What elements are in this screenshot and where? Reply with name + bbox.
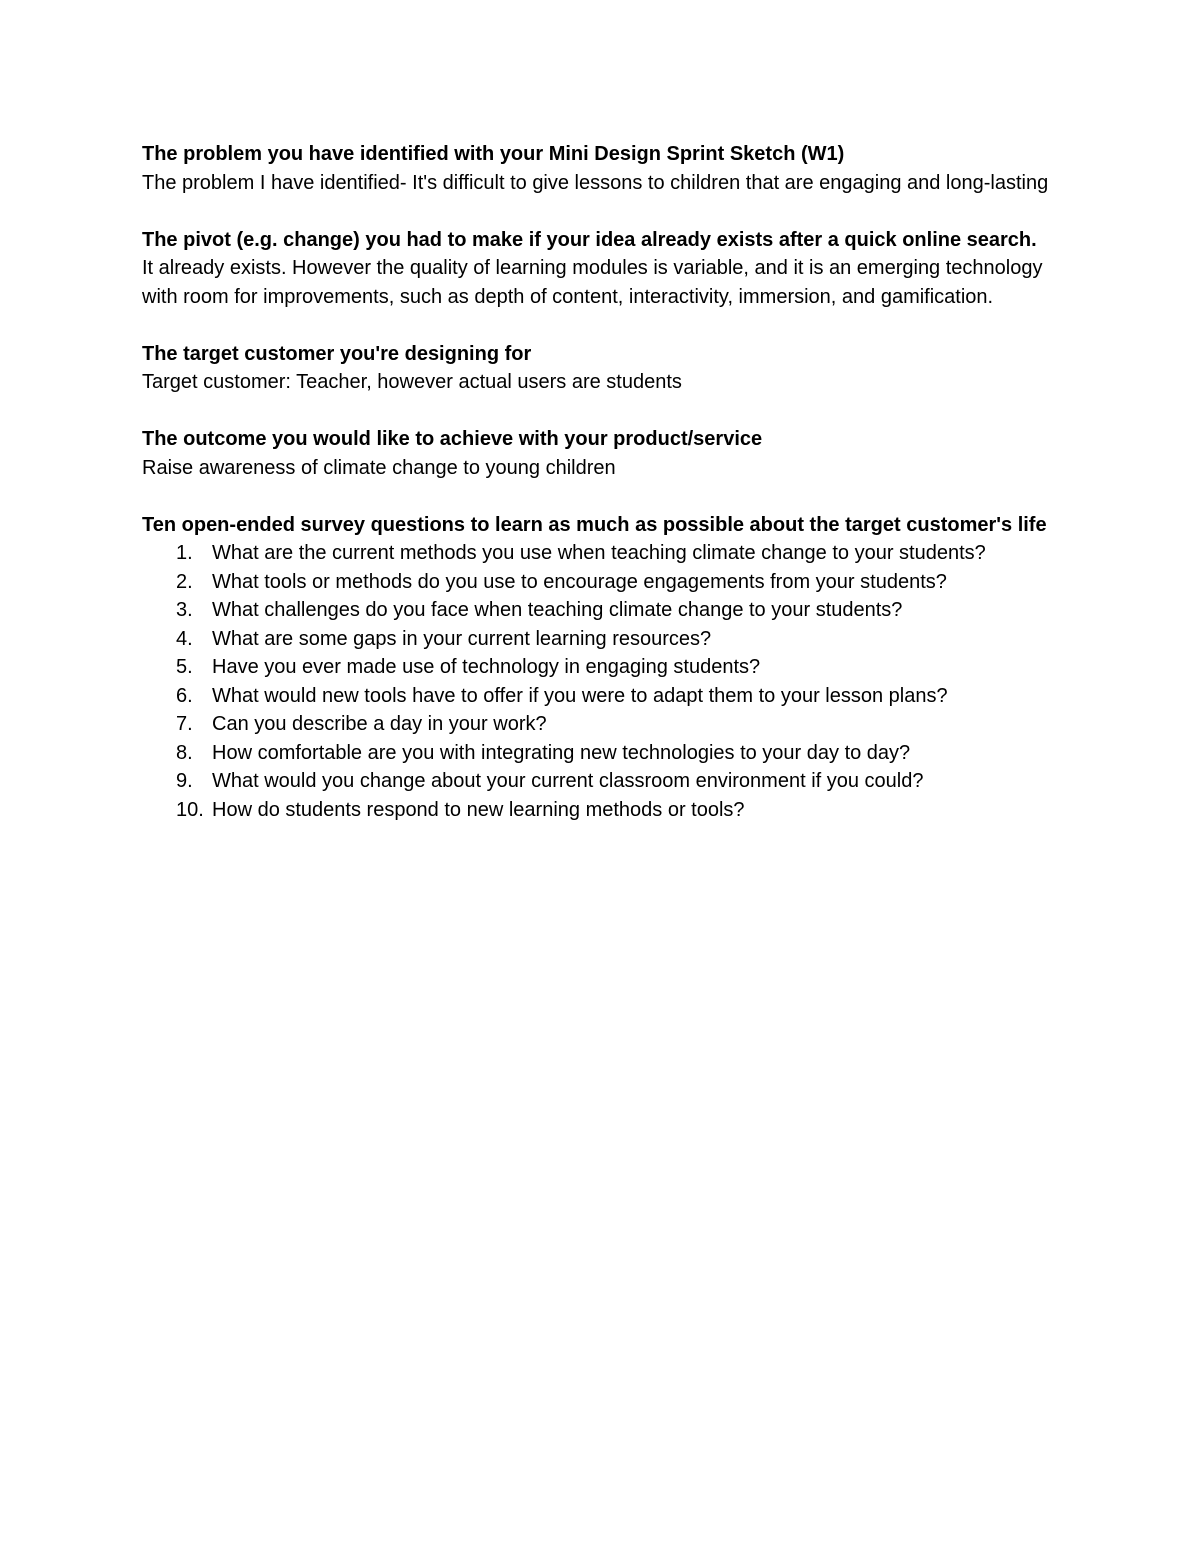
list-item xyxy=(142,796,1062,825)
section-outcome xyxy=(142,425,1062,482)
section-body: Raise awareness of climate change to young children xyxy=(142,456,616,479)
section-heading: The pivot (e.g. change) you had to make if your idea already exists after a quick online search. xyxy=(142,228,1037,251)
list-item-text: What tools or methods do you use to encourage engagements from your students? xyxy=(212,570,947,593)
list-item-number: 8. xyxy=(176,741,193,764)
section-survey xyxy=(142,511,1062,825)
list-item xyxy=(142,682,1062,711)
list-item xyxy=(142,767,1062,796)
section-body: Target customer: Teacher, however actual users are students xyxy=(142,371,682,393)
section-body: It already exists. However the quality of learning modules is variable, and it is an emerging technology with room for improvements, such as depth of content, interactivity, immersion, and gamification. xyxy=(142,257,1043,308)
list-item-number: 2. xyxy=(176,570,193,593)
list-item-number: 6. xyxy=(176,684,193,707)
section-problem xyxy=(142,140,1062,197)
list-item xyxy=(142,568,1062,597)
list-item-number: 7. xyxy=(176,713,193,735)
list-item-number: 5. xyxy=(176,656,193,678)
list-item-number: 1. xyxy=(176,542,193,564)
list-item xyxy=(142,625,1062,654)
section-target-customer xyxy=(142,340,1062,397)
list-item-text: How do students respond to new learning methods or tools? xyxy=(212,798,745,821)
list-item-number: 3. xyxy=(176,599,193,621)
survey-heading: Ten open-ended survey questions to learn as much as possible about the target customer's life xyxy=(142,513,1047,536)
survey-question-list xyxy=(142,539,1062,824)
list-item xyxy=(142,653,1062,682)
list-item-number: 10. xyxy=(176,798,204,821)
list-item-number: 9. xyxy=(176,770,193,792)
list-item-text: What would new tools have to offer if you were to adapt them to your lesson plans? xyxy=(212,684,948,707)
document-content xyxy=(142,140,1062,853)
list-item xyxy=(142,739,1062,768)
list-item xyxy=(142,596,1062,625)
list-item xyxy=(142,539,1062,568)
list-item-text: What are some gaps in your current learning resources? xyxy=(212,627,712,650)
list-item-number: 4. xyxy=(176,627,193,650)
section-heading: The problem you have identified with your Mini Design Sprint Sketch (W1) xyxy=(142,143,845,165)
section-body: The problem I have identified- It's difficult to give lessons to children that are engaging and long-lasting xyxy=(142,171,1049,194)
list-item-text: Can you describe a day in your work? xyxy=(212,713,547,735)
list-item-text: Have you ever made use of technology in engaging students? xyxy=(212,656,761,678)
list-item-text: What would you change about your current classroom environment if you could? xyxy=(212,770,924,792)
section-heading: The target customer you're designing for xyxy=(142,342,532,365)
list-item-text: What are the current methods you use when teaching climate change to your students? xyxy=(212,542,986,564)
list-item xyxy=(142,710,1062,739)
section-pivot xyxy=(142,226,1062,312)
section-heading: The outcome you would like to achieve with your product/service xyxy=(142,428,763,450)
list-item-text: What challenges do you face when teaching climate change to your students? xyxy=(212,599,903,621)
list-item-text: How comfortable are you with integrating new technologies to your day to day? xyxy=(212,741,911,764)
